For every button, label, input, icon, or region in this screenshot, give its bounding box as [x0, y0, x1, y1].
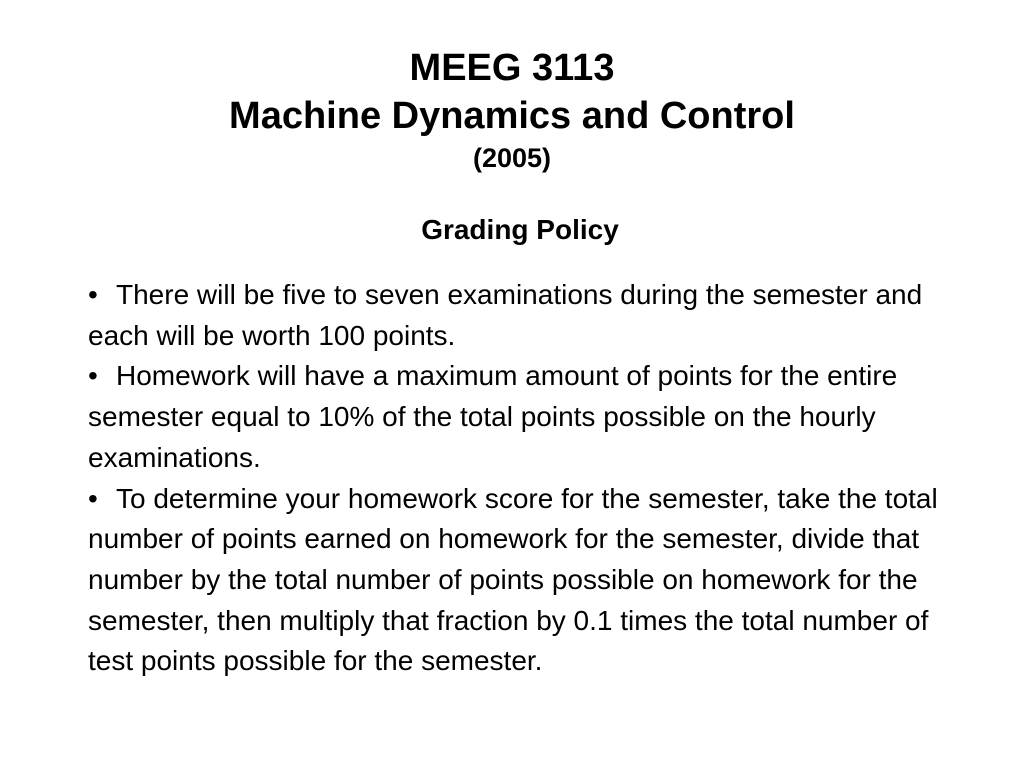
bullet-text: Homework will have a maximum amount of points for the entire semester equal to 10% of the total points possible on the hourly examinations.	[88, 360, 898, 473]
bullet-icon: •	[88, 360, 98, 392]
bullet-item	[88, 479, 958, 683]
bullet-icon: •	[88, 279, 98, 310]
course-year: (2005)	[472, 143, 552, 173]
course-code: MEEG 3113	[409, 47, 615, 89]
bullet-item	[88, 275, 958, 356]
bullet-text: There will be five to seven examinations during the semester and each will be worth 100 points.	[88, 279, 923, 351]
bullet-item	[88, 356, 958, 478]
bullet-text: To determine your homework score for the semester, take the total number of points earned on homework for the semester, divide that number by the total number of points possible on homework for the semester, then multiply that fraction by 0.1 times the total number of test points possible for the semester.	[88, 482, 938, 677]
course-name: Machine Dynamics and Control	[229, 95, 795, 137]
slide-title	[0, 44, 1024, 176]
bullet-list	[88, 275, 958, 682]
section-heading: Grading Policy	[421, 214, 619, 245]
bullet-icon: •	[88, 482, 98, 514]
